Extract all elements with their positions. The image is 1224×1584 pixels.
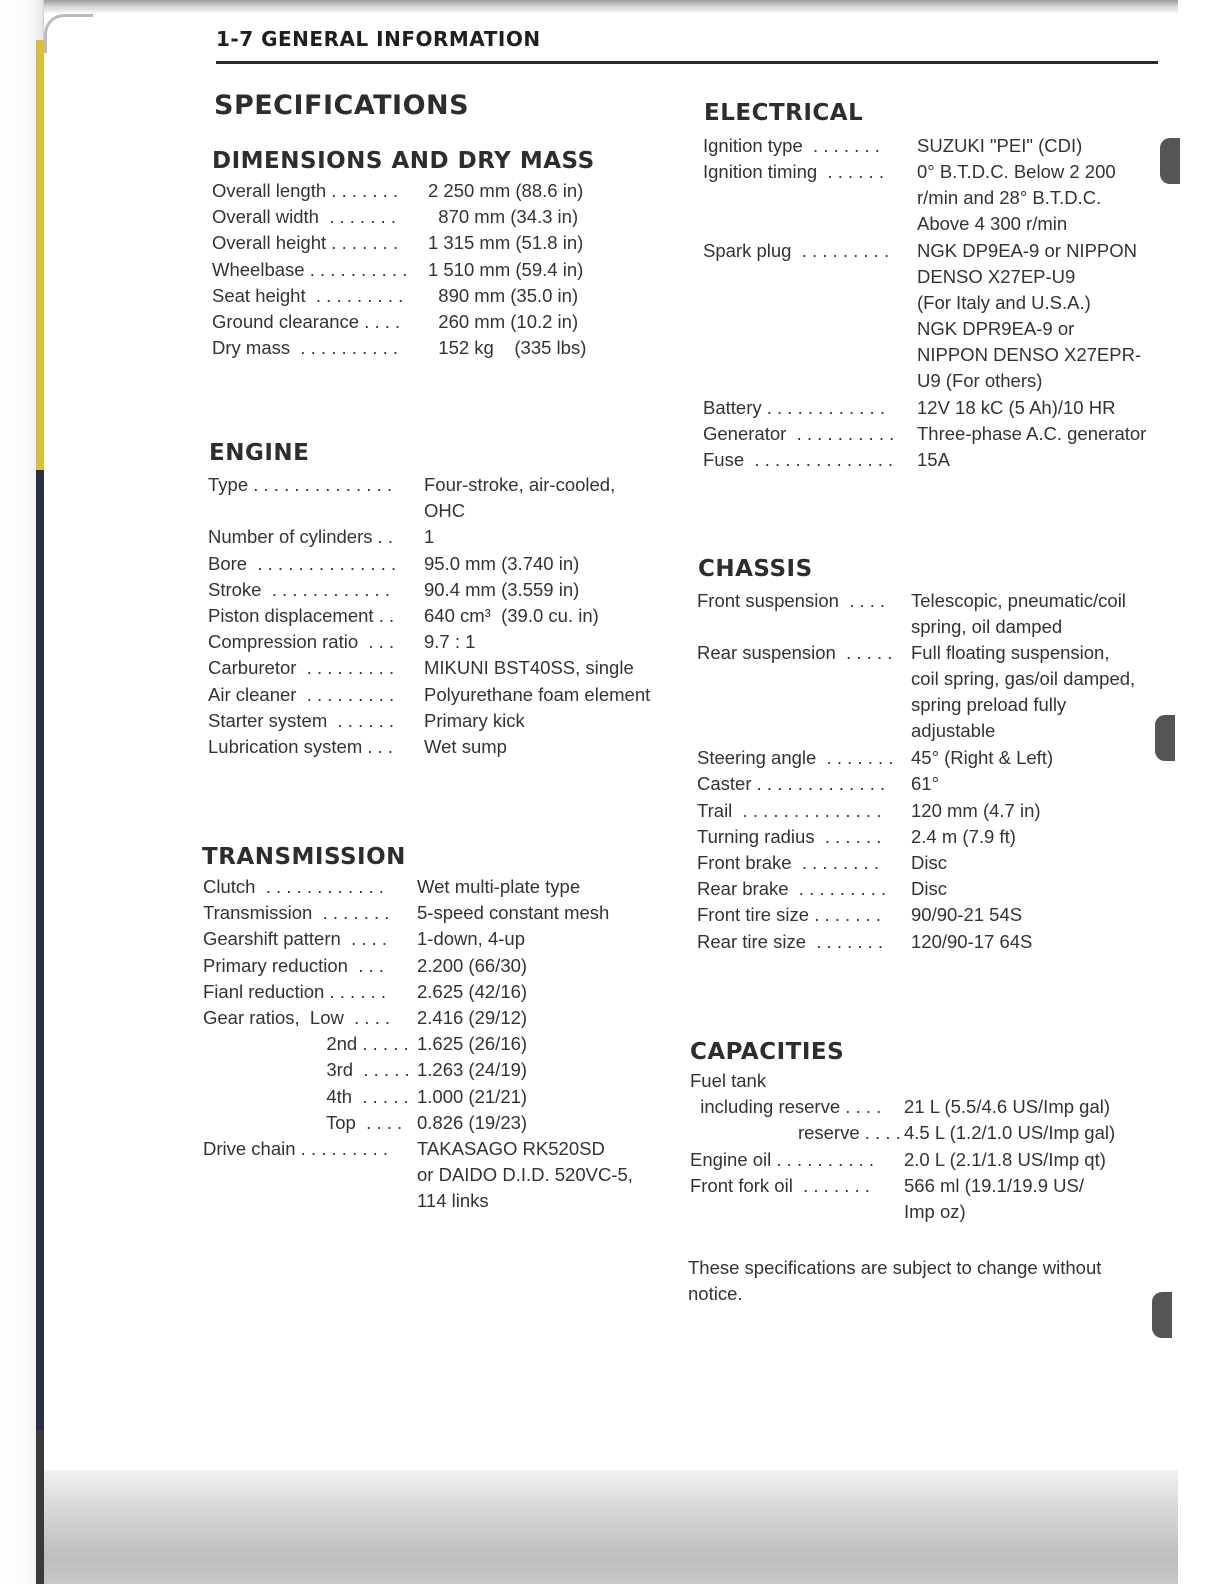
spec-label: Compression ratio . . .	[208, 631, 395, 653]
spec-value: NGK DP9EA-9 or NIPPON DENSO X27EP-U9 (For Italy and U.S.A.) NGK DPR9EA-9 or NIPPON DENSO X27EPR- U9 (For others)	[917, 239, 1142, 391]
spec-value: Three-phase A.C. generator	[917, 423, 1147, 445]
spec-label: 4th . . . . .	[203, 1085, 409, 1107]
spec-label: Clutch . . . . . . . . . . . .	[203, 876, 384, 897]
spec-label: Fianl reduction . . . . . .	[203, 980, 387, 1002]
spec-label: Front brake . . . . . . . .	[697, 852, 879, 873]
spec-label: Number of cylinders . .	[208, 526, 394, 548]
spec-label: Generator . . . . . . . . . .	[703, 423, 895, 445]
spec-value: Wet sump	[424, 736, 507, 757]
spec-label: Spark plug . . . . . . . . .	[703, 239, 890, 261]
spec-label: reserve . . . .	[690, 1122, 901, 1144]
spec-value: 21 L (5.5/4.6 US/Imp gal)	[904, 1096, 1111, 1118]
spec-value: 5-speed constant mesh	[417, 902, 610, 924]
page-header: 1-7 GENERAL INFORMATION	[216, 27, 541, 51]
spec-label: Front tire size . . . . . . .	[697, 904, 882, 926]
scan-margin-right	[1178, 0, 1224, 1584]
spec-label: Stroke . . . . . . . . . . . .	[208, 578, 390, 600]
spec-value: 0.826 (19/23)	[417, 1111, 528, 1133]
binding-edge-dark-lower	[36, 1430, 44, 1584]
spec-value: Primary kick	[424, 709, 525, 731]
spec-value: TAKASAGO RK520SD or DAIDO D.I.D. 520VC-5, 114 links	[417, 1138, 633, 1211]
spec-value: 566 ml (19.1/19.9 US/ Imp oz)	[904, 1174, 1084, 1222]
spec-value: Wet multi-plate type	[417, 876, 581, 897]
spec-value: 2.416 (29/12)	[417, 1007, 528, 1028]
header-rule	[216, 61, 1158, 64]
spec-label: Piston displacement . .	[208, 605, 395, 626]
binder-hole	[1160, 138, 1180, 184]
spec-value: 2 250 mm (88.6 in)	[428, 180, 584, 201]
page-corner-curl	[44, 14, 93, 53]
spec-value: 260 mm (10.2 in)	[428, 311, 579, 332]
spec-label: Front fork oil . . . . . . .	[690, 1174, 870, 1196]
spec-label: Rear tire size . . . . . . .	[697, 930, 884, 952]
spec-label: Dry mass . . . . . . . . . .	[212, 337, 399, 359]
spec-value: 45° (Right & Left)	[911, 747, 1054, 769]
spec-value: 12V 18 kC (5 Ah)/10 HR	[917, 397, 1116, 418]
spec-value: Telescopic, pneumatic/coil spring, oil damped	[911, 590, 1126, 637]
spec-value: 1-down, 4-up	[417, 928, 525, 950]
section-title-chassis: CHASSIS	[698, 556, 813, 582]
spec-label: Fuse . . . . . . . . . . . . . .	[703, 449, 894, 471]
spec-label: Lubrication system . . .	[208, 736, 394, 757]
spec-label: Carburetor . . . . . . . . .	[208, 657, 395, 679]
spec-label: Ignition timing . . . . . .	[703, 161, 884, 183]
spec-label: Fuel tank	[690, 1070, 767, 1091]
spec-value: 1.625 (26/16)	[417, 1033, 528, 1055]
spec-label: Type . . . . . . . . . . . . . .	[208, 474, 393, 495]
spec-value: 61°	[911, 773, 939, 795]
footnote: These specifications are subject to change without notice.	[688, 1257, 1102, 1304]
spec-label: Drive chain . . . . . . . . .	[203, 1138, 389, 1159]
spec-value: Full floating suspension, coil spring, gas/oil damped, spring preload fully adjustable	[911, 642, 1136, 742]
spec-value: 9.7 : 1	[424, 631, 476, 653]
spec-value: Disc	[911, 852, 947, 873]
spec-value: Disc	[911, 878, 947, 900]
spec-label: 3rd . . . . .	[203, 1059, 410, 1081]
spec-label: Trail . . . . . . . . . . . . . .	[697, 799, 882, 821]
spec-label: Top . . . .	[203, 1111, 403, 1133]
spec-label: Starter system . . . . . .	[208, 709, 395, 731]
section-title-engine: ENGINE	[209, 440, 310, 466]
scan-margin-bottom	[44, 1470, 1178, 1584]
spec-label: Overall width . . . . . . .	[212, 206, 397, 228]
spec-label: including reserve . . . .	[690, 1096, 882, 1118]
spec-label: 2nd . . . . .	[203, 1033, 409, 1055]
spec-value: 120/90-17 64S	[911, 930, 1033, 952]
spec-label: Gear ratios, Low . . . .	[203, 1007, 391, 1028]
spec-label: Primary reduction . . .	[203, 954, 384, 976]
spec-value: 2.0 L (2.1/1.8 US/Imp qt)	[904, 1148, 1106, 1170]
spec-value: Polyurethane foam element	[424, 683, 651, 705]
spec-label: Ignition type . . . . . . .	[703, 135, 880, 156]
spec-value: 15A	[917, 449, 950, 471]
spec-value: 90/90-21 54S	[911, 904, 1023, 926]
spec-value: 890 mm (35.0 in)	[428, 284, 579, 306]
spec-label: Overall height . . . . . . .	[212, 232, 399, 254]
spec-value: 1	[424, 526, 435, 548]
spec-label: Rear brake . . . . . . . . .	[697, 878, 887, 900]
section-title-electrical: ELECTRICAL	[704, 100, 864, 126]
spec-value: 1.000 (21/21)	[417, 1085, 528, 1107]
binder-hole	[1152, 1292, 1172, 1338]
spec-value: 640 cm³ (39.0 cu. in)	[424, 605, 599, 626]
spec-value: 1.263 (24/19)	[417, 1059, 528, 1081]
spec-label: Front suspension . . . .	[697, 590, 886, 611]
spec-value: 1 510 mm (59.4 in)	[428, 258, 584, 280]
spec-value: 2.200 (66/30)	[417, 954, 528, 976]
spec-value: SUZUKI "PEI" (CDI)	[917, 135, 1083, 156]
spec-value: 870 mm (34.3 in)	[428, 206, 579, 228]
spec-label: Rear suspension . . . . .	[697, 642, 893, 664]
spec-label: Overall length . . . . . . .	[212, 180, 399, 201]
spec-label: Wheelbase . . . . . . . . . .	[212, 258, 408, 280]
spec-value: MIKUNI BST40SS, single	[424, 657, 634, 679]
spec-value: 4.5 L (1.2/1.0 US/Imp gal)	[904, 1122, 1116, 1144]
spec-value: 90.4 mm (3.559 in)	[424, 578, 580, 600]
scan-margin-top	[44, 0, 1178, 14]
spec-value: 2.4 m (7.9 ft)	[911, 825, 1016, 847]
spec-label: Seat height . . . . . . . . .	[212, 284, 404, 306]
spec-label: Bore . . . . . . . . . . . . . .	[208, 552, 397, 574]
binder-hole	[1155, 715, 1175, 761]
spec-label: Gearshift pattern . . . .	[203, 928, 388, 950]
spec-label: Caster . . . . . . . . . . . . .	[697, 773, 886, 795]
page-title: SPECIFICATIONS	[214, 90, 470, 121]
binding-edge-dark	[36, 470, 44, 1430]
spec-label: Ground clearance . . . .	[212, 311, 401, 332]
spec-label: Air cleaner . . . . . . . . .	[208, 683, 395, 705]
spec-value: 152 kg (335 lbs)	[428, 337, 587, 359]
section-title-capacities: CAPACITIES	[690, 1039, 845, 1065]
spec-label: Engine oil . . . . . . . . . .	[690, 1148, 875, 1170]
spec-label: Turning radius . . . . . .	[697, 825, 882, 847]
spec-value: 2.625 (42/16)	[417, 980, 528, 1002]
spec-value: 1 315 mm (51.8 in)	[428, 232, 584, 254]
spec-label: Steering angle . . . . . . .	[697, 747, 894, 769]
spec-label: Battery . . . . . . . . . . . .	[703, 397, 885, 418]
spec-value: 120 mm (4.7 in)	[911, 799, 1041, 821]
spec-value: 95.0 mm (3.740 in)	[424, 552, 580, 574]
spec-label: Transmission . . . . . . .	[203, 902, 390, 924]
binding-edge-yellow	[36, 40, 44, 470]
section-title-dimensions: DIMENSIONS AND DRY MASS	[212, 148, 595, 174]
section-title-transmission: TRANSMISSION	[202, 844, 406, 870]
spec-value: 0° B.T.D.C. Below 2 200 r/min and 28° B.T.D.C. Above 4 300 r/min	[917, 161, 1116, 235]
spec-value: Four-stroke, air-cooled, OHC	[424, 474, 616, 521]
